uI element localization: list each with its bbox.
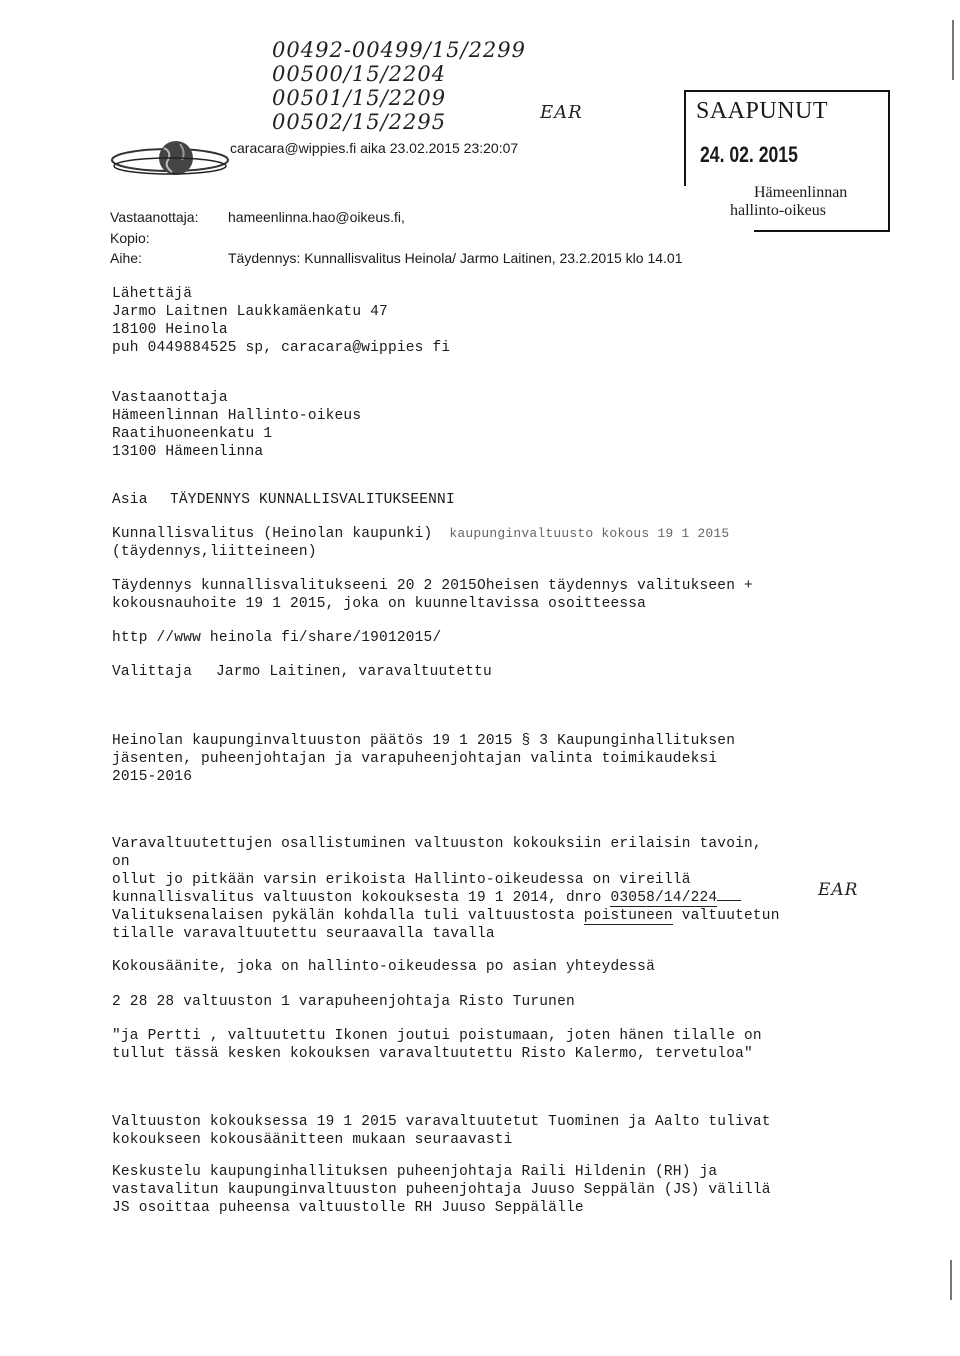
- paragraph-1-line-5-a: Valituksenalaisen pykälän kohdalla tuli valtuustosta: [112, 908, 584, 924]
- subject-label: Asia: [112, 492, 148, 508]
- stamp-title: SAAPUNUT: [696, 98, 829, 124]
- supplement-line-2: kokousnauhoite 19 1 2015, joka on kuunneltavissa osoitteessa: [112, 596, 647, 612]
- paragraph-1-line-1: Varavaltuutettujen osallistuminen valtuuston kokouksiin erilaisin tavoin,: [112, 836, 762, 852]
- paragraph-3: 2 28 28 valtuuston 1 varapuheenjohtaja Risto Turunen: [112, 994, 575, 1010]
- stamp-org-line-2: hallinto-oikeus: [730, 202, 826, 219]
- email-subject-label: Aihe:: [110, 250, 142, 266]
- paragraph-1-line-2: on: [112, 854, 130, 870]
- email-to-label: Vastaanottaja:: [110, 209, 199, 225]
- supplement-line-1: Täydennys kunnallisvalitukseeni 20 2 2015Oheisen täydennys valitukseen +: [112, 578, 753, 594]
- recipient-name: Hämeenlinnan Hallinto-oikeus: [112, 408, 362, 424]
- email-sender-line: caracara@wippies.fi aika 23.02.2015 23:20:07: [230, 140, 519, 156]
- appeal-line-1-a: Kunnallisvalitus (Heinolan kaupunki): [112, 526, 433, 542]
- case-number: 03058/14/224: [610, 890, 718, 906]
- paragraph-2: Kokousäänite, joka on hallinto-oikeudessa po asian yhteydessä: [112, 959, 655, 975]
- email-subject-value: Täydennys: Kunnallisvalitus Heinola/ Jarmo Laitinen, 23.2.2015 klo 14.01: [228, 250, 683, 266]
- recipient-street: Raatihuoneenkatu 1: [112, 426, 273, 442]
- recipient-city: 13100 Hämeenlinna: [112, 444, 264, 460]
- email-cc-label: Kopio:: [110, 230, 150, 246]
- sender-name: Jarmo Laitnen Laukkamäenkatu 47: [112, 304, 388, 320]
- decision-line-1: Heinolan kaupunginvaltuuston päätös 19 1 2015 § 3 Kaupunginhallituksen: [112, 733, 736, 749]
- appellant-value: Jarmo Laitinen, varavaltuutettu: [216, 664, 492, 680]
- email-to-value: hameenlinna.hao@oikeus.fi,: [228, 209, 405, 225]
- handwritten-diary-number-1: 00492-00499/15/2299: [272, 38, 527, 62]
- stamp-org-line-1: Hämeenlinnan: [754, 184, 848, 201]
- appeal-line-1-b: kaupunginvaltuusto kokous 19 1 2015: [449, 526, 730, 541]
- paragraph-1-line-5-c: valtuutetun: [672, 908, 780, 924]
- paragraph-1-line-3: ollut jo pitkään varsin erikoista Hallinto-oikeudessa on vireillä: [112, 872, 691, 888]
- scan-edge-mark: [952, 20, 954, 80]
- quote-line-2: tullut tässä kesken kokouksen varavaltuutettu Risto Kalermo, tervetuloa": [112, 1046, 753, 1062]
- appeal-line-2: (täydennys,liitteineen): [112, 544, 317, 560]
- stamp-date: 24. 02. 2015: [700, 142, 798, 167]
- appellant-label: Valittaja: [112, 664, 193, 680]
- paragraph-1-line-4-a: kunnallisvalitus valtuuston kokouksesta 19 1 2014, dnro: [112, 890, 611, 906]
- paragraph-4-line-1: Valtuuston kokouksessa 19 1 2015 varavaltuutetut Tuominen ja Aalto tulivat: [112, 1114, 771, 1130]
- paragraph-1-line-4: [112, 890, 741, 906]
- handwritten-diary-number-4: 00502/15/2295: [272, 110, 447, 134]
- paragraph-4-line-2: kokoukseen kokousäänitteen mukaan seuraavasti: [112, 1132, 513, 1148]
- handwritten-initials: EAR: [540, 102, 583, 123]
- paragraph-5-line-3: JS osoittaa puheensa valtuustolle RH Juuso Seppälälle: [112, 1200, 584, 1216]
- handwritten-diary-number-3: 00501/15/2209: [272, 86, 447, 110]
- appeal-line-1: [112, 526, 729, 542]
- recording-url: http //www heinola fi/share/19012015/: [112, 630, 442, 646]
- paragraph-5-line-1: Keskustelu kaupunginhallituksen puheenjohtaja Raili Hildenin (RH) ja: [112, 1164, 718, 1180]
- handwritten-diary-number-2: 00500/15/2204: [272, 62, 447, 86]
- paragraph-1-line-5-b: poistuneen: [583, 908, 673, 924]
- quote-line-1: "ja Pertti , valtuutettu Ikonen joutui poistumaan, joten hänen tilalle on: [112, 1028, 762, 1044]
- paragraph-5-line-2: vastavalitun kaupunginvaltuuston puheenjohtaja Juuso Seppälän (JS) välillä: [112, 1182, 771, 1198]
- sender-city: 18100 Heinola: [112, 322, 228, 338]
- scan-edge-mark: [950, 1260, 952, 1300]
- globe-logo-icon: [110, 136, 230, 184]
- sender-phone: puh 0449884525 sp, caracara@wippies fi: [112, 340, 451, 356]
- paragraph-1-line-5: [112, 908, 780, 924]
- sender-heading: Lähettäjä: [112, 286, 193, 302]
- subject-value: TÄYDENNYS KUNNALLISVALITUKSEENNI: [170, 492, 455, 508]
- decision-line-2: jäsenten, puheenjohtajan ja varapuheenjohtajan valinta toimikaudeksi: [112, 751, 718, 767]
- handwritten-initials-2: EAR: [818, 880, 859, 900]
- paragraph-1-line-6: tilalle varavaltuutettu seuraavalla tavalla: [112, 926, 495, 942]
- received-stamp: [684, 90, 890, 232]
- decision-line-3: 2015-2016: [112, 769, 193, 785]
- recipient-heading: Vastaanottaja: [112, 390, 228, 406]
